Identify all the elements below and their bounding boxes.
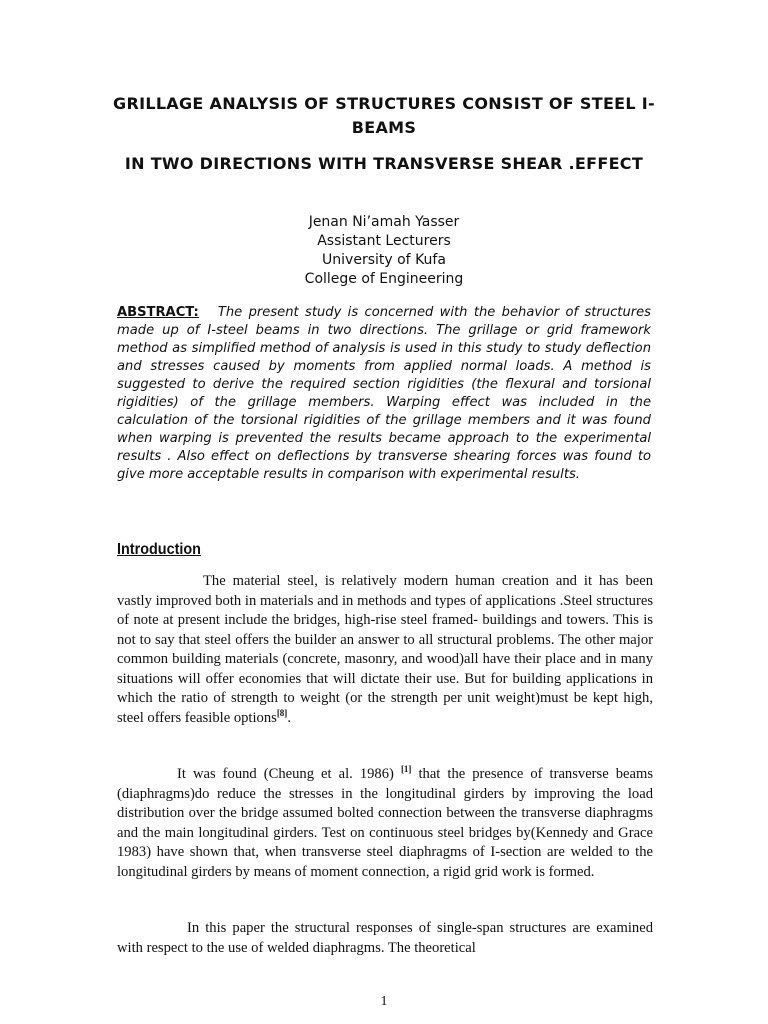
paragraph-end: . bbox=[287, 709, 291, 726]
abstract-text: The present study is concerned with the behavior of structures made up of I-steel beams in two directions. The grillage or grid framework method as simplified method of analysis is used in this study to study deflection and stresses caused by moments from applied normal loads. A method is suggested to derive the required section rigidities (the flexural and torsional rigidities) of the grillage members. Warping effect was included in the calculation of the torsional rigidities of the grillage members and it was found when warping is prevented the results became approach to the experimental results . Also effect on deflections by transverse shearing forces was found to give more acceptable results in comparison with experimental results. bbox=[117, 305, 652, 482]
author-block bbox=[230, 213, 538, 289]
introduction-paragraph-1 bbox=[117, 572, 653, 728]
abstract-label: ABSTRACT: bbox=[117, 305, 199, 320]
section-heading-introduction: Introduction bbox=[117, 541, 201, 558]
author-position: Assistant Lecturers bbox=[317, 233, 451, 249]
author-name: Jenan Ni’amah Yasser bbox=[308, 214, 460, 230]
author-university: University of Kufa bbox=[322, 252, 446, 268]
paragraph-text-rest: that the presence of transverse beams (diaphragms)do reduce the stresses in the longitudinal girders by improving the load distribution over the bridge assumed bolted connection between the transverse diaphragms and the main longitudinal girders. Test on continuous steel bridges by(Kennedy and Grace 1983) have shown that, when transverse steel diaphragms of I-section are welded to the longitudinal girders by means of moment connection, a rigid grid work is formed. bbox=[117, 766, 654, 880]
paragraph-text: In this paper the structural responses of single-span structures are examined with respect to the use of welded diaphragms. The theoretical bbox=[117, 920, 653, 956]
paragraph-text-start: It was found (Cheung et al. 1986) bbox=[177, 766, 401, 782]
introduction-paragraph-3 bbox=[117, 919, 653, 958]
abstract bbox=[117, 304, 651, 484]
paper-title-line-2: IN TWO DIRECTIONS WITH TRANSVERSE SHEAR .EFFECT bbox=[124, 154, 644, 173]
paper-title-line-1: GRILLAGE ANALYSIS OF STRUCTURES CONSIST OF STEEL I-BEAMS bbox=[113, 94, 655, 137]
citation-reference: [8] bbox=[276, 707, 288, 718]
page-number: 1 bbox=[380, 994, 388, 1009]
abstract-spacer bbox=[205, 305, 218, 320]
paragraph-text: The material steel, is relatively modern human creation and it has been vastly improved both in materials and in methods and types of applications .Steel structures of note at present include the bridges, high-rise steel framed- buildings and towers. This is not to say that steel offers the builder an answer to all structural problems. The other major common building materials (concrete, masonry, and wood)all have their place and in many situations will offer economies that will dictate their use. But for building applications in which the ratio of strength to weight (or the strength per unit weight)must be kept high, steel offers feasible options bbox=[117, 573, 653, 726]
introduction-paragraph-2 bbox=[117, 765, 653, 882]
citation-reference: [1] bbox=[400, 764, 412, 775]
author-college: College of Engineering bbox=[304, 271, 464, 287]
